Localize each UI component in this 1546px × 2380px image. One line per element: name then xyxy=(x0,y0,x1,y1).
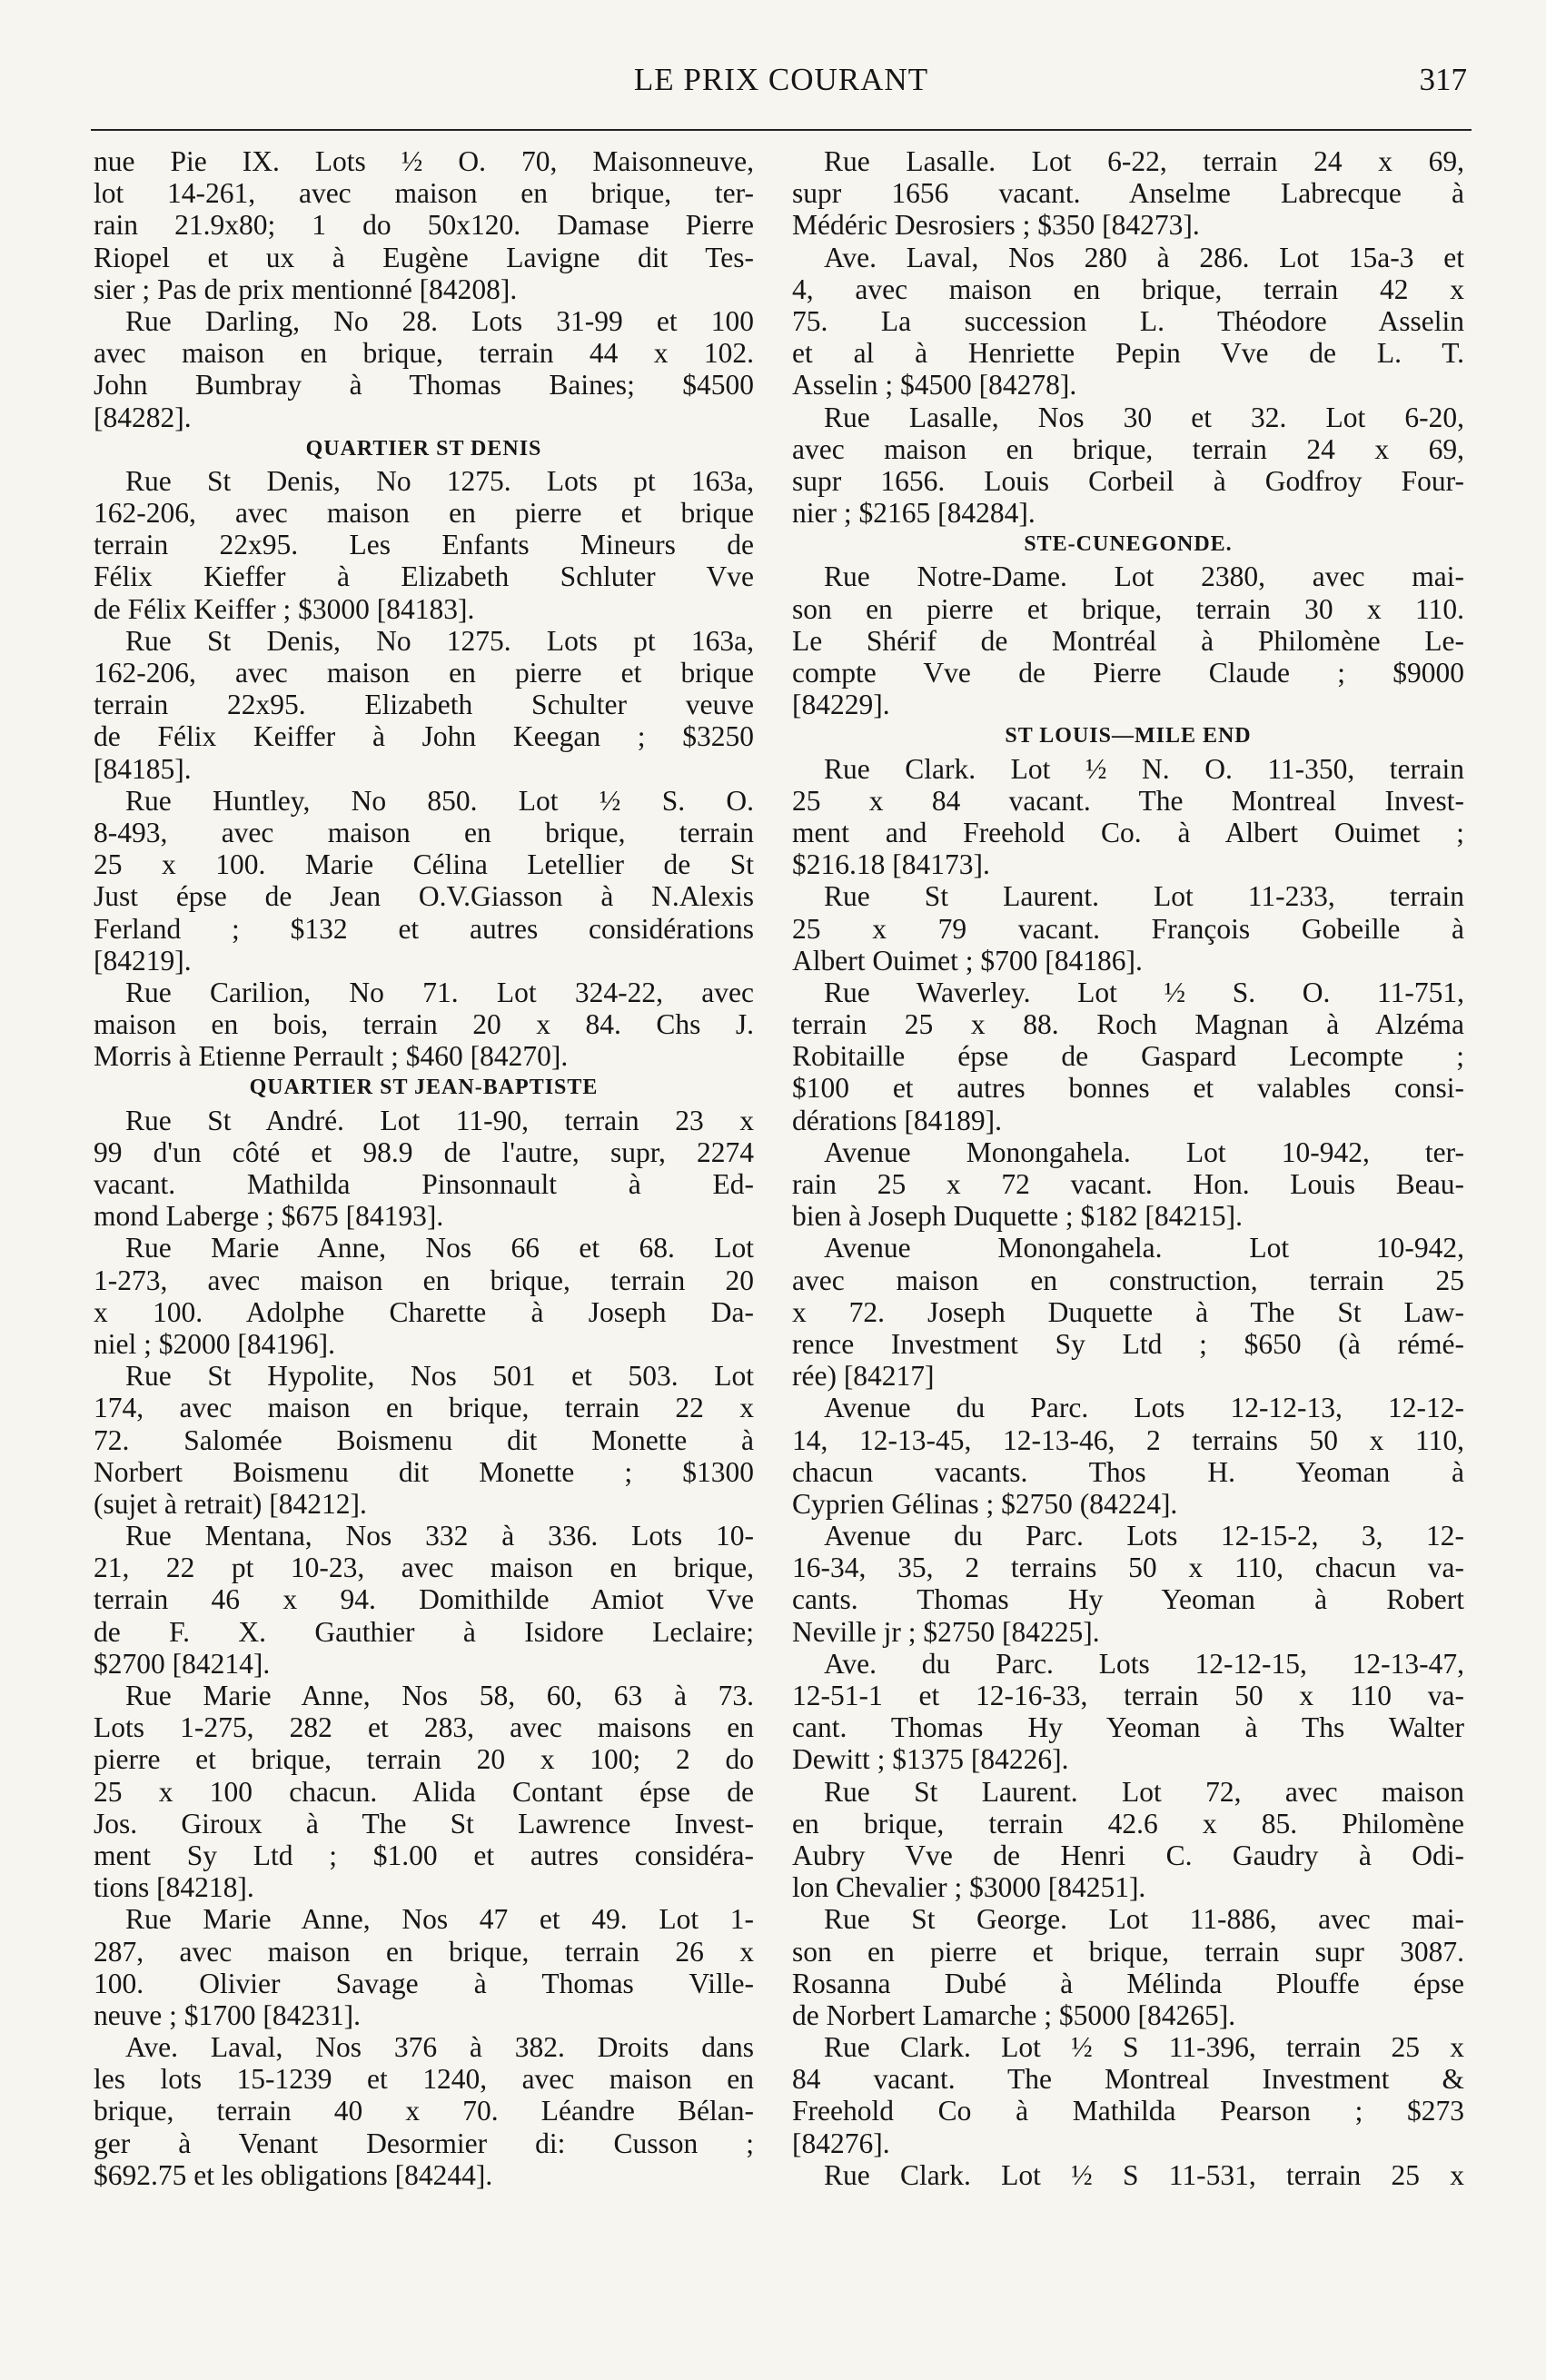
text-line: 84 vacant. The Montreal Investment & xyxy=(792,2063,1464,2096)
text-line: x 72. Joseph Duquette à The St Law- xyxy=(792,1295,1464,1328)
text-line: Rue Marie Anne, Nos 47 et 49. Lot 1- xyxy=(125,1903,754,1936)
text-line: [84276]. xyxy=(792,2127,890,2159)
text-line: Rue St Denis, No 1275. Lots pt 163a, xyxy=(125,464,754,497)
text-line: 25 x 84 vacant. The Montreal Invest- xyxy=(792,784,1464,817)
text-line: Rue Clark. Lot ½ S 11-531, terrain 25 x xyxy=(824,2158,1464,2191)
text-line: $100 et autres bonnes et valables consi- xyxy=(792,1072,1464,1105)
text-line: Rue Lasalle. Lot 6-22, terrain 24 x 69, xyxy=(824,145,1464,177)
text-line: Rue Marie Anne, Nos 66 et 68. Lot xyxy=(125,1232,754,1264)
text-line: Dewitt ; $1375 [84226]. xyxy=(792,1743,1069,1776)
text-line: 75. La succession L. Théodore Asselin xyxy=(792,304,1464,337)
text-line: terrain 22x95. Les Enfants Mineurs de xyxy=(94,529,754,561)
running-title: LE PRIX COURANT xyxy=(633,62,929,97)
text-line: [84219]. xyxy=(94,944,192,977)
text-line: son en pierre et brique, terrain supr 3087. xyxy=(792,1935,1464,1968)
text-line: 14, 12-13-45, 12-13-46, 2 terrains 50 x 110, xyxy=(792,1423,1464,1456)
text-line: Ferland ; $132 et autres considérations xyxy=(94,912,754,945)
text-line: Albert Ouimet ; $700 [84186]. xyxy=(792,944,1143,977)
text-line: bien à Joseph Duquette ; $182 [84215]. xyxy=(792,1200,1244,1233)
text-line: Rue Marie Anne, Nos 58, 60, 63 à 73. xyxy=(125,1680,754,1711)
text-line: Aubry Vve de Henri C. Gaudry à Odi- xyxy=(792,1839,1464,1871)
text-line: Rue Waverley. Lot ½ S. O. 11-751, xyxy=(824,976,1464,1008)
text-line: Riopel et ux à Eugène Lavigne dit Tes- xyxy=(94,241,754,273)
text-line: Rue St Denis, No 1275. Lots pt 163a, xyxy=(125,624,754,657)
text-line: Lots 1-275, 282 et 283, avec maisons en xyxy=(94,1711,754,1744)
text-line: Médéric Desrosiers ; $350 [84273]. xyxy=(792,209,1200,242)
text-line: 1-273, avec maison en brique, terrain 20 xyxy=(94,1264,754,1296)
text-line: vacant. Mathilda Pinsonnault à Ed- xyxy=(94,1168,754,1200)
text-line: nier ; $2165 [84284]. xyxy=(792,497,1036,530)
text-line: Asselin ; $4500 [84278]. xyxy=(792,369,1077,402)
header-rule xyxy=(91,129,1472,131)
text-line: neuve ; $1700 [84231]. xyxy=(94,1998,361,2031)
text-line: Félix Kieffer à Elizabeth Schluter Vve xyxy=(94,560,754,593)
text-line: Avenue du Parc. Lots 12-15-2, 3, 12- xyxy=(824,1520,1464,1552)
text-line: Rue Notre-Dame. Lot 2380, avec mai- xyxy=(824,560,1464,593)
section-heading: ST LOUIS—MILE END xyxy=(1005,724,1252,749)
text-line: Ave. Laval, Nos 280 à 286. Lot 15a-3 et xyxy=(824,241,1464,273)
text-line: niel ; $2000 [84196]. xyxy=(94,1327,335,1360)
text-line: 72. Salomée Boismenu dit Monette à xyxy=(94,1423,754,1456)
page-header xyxy=(91,62,1472,116)
text-line: [84229]. xyxy=(792,689,890,721)
text-line: rain 25 x 72 vacant. Hon. Louis Beau- xyxy=(792,1168,1464,1200)
text-line: lot 14-261, avec maison en brique, ter- xyxy=(94,177,754,210)
text-line: Freehold Co à Mathilda Pearson ; $273 xyxy=(792,2095,1464,2127)
text-line: Morris à Etienne Perrault ; $460 [84270]. xyxy=(94,1040,569,1073)
text-line: maison en bois, terrain 20 x 84. Chs J. xyxy=(94,1008,754,1041)
text-line: Rue St Laurent. Lot 72, avec maison xyxy=(824,1775,1464,1808)
text-line: $692.75 et les obligations [84244]. xyxy=(94,2158,493,2191)
text-line: 100. Olivier Savage à Thomas Ville- xyxy=(94,1967,754,1999)
text-line: son en pierre et brique, terrain 30 x 110. xyxy=(792,592,1464,625)
text-line: ment Sy Ltd ; $1.00 et autres considéra- xyxy=(94,1839,754,1871)
text-line: Rue Huntley, No 850. Lot ½ S. O. xyxy=(125,784,754,817)
text-line: les lots 15-1239 et 1240, avec maison en xyxy=(94,2063,754,2096)
text-line: 25 x 100. Marie Célina Letellier de St xyxy=(94,848,754,881)
text-line: Rue St Hypolite, Nos 501 et 503. Lot xyxy=(125,1360,754,1393)
text-line: de F. X. Gauthier à Isidore Leclaire; xyxy=(94,1615,754,1648)
text-line: Rue Clark. Lot ½ N. O. 11-350, terrain xyxy=(824,752,1464,785)
text-line: 25 x 79 vacant. François Gobeille à xyxy=(792,912,1464,945)
left-column xyxy=(94,145,754,2191)
text-line: en brique, terrain 42.6 x 85. Philomène xyxy=(792,1807,1464,1840)
text-line: 4, avec maison en brique, terrain 42 x xyxy=(792,273,1464,305)
text-line: dérations [84189]. xyxy=(792,1104,1002,1136)
text-line: cants. Thomas Hy Yeoman à Robert xyxy=(792,1583,1464,1616)
text-line: rée) [84217] xyxy=(792,1360,935,1393)
text-line: $2700 [84214]. xyxy=(94,1647,271,1680)
text-line: x 100. Adolphe Charette à Joseph Da- xyxy=(94,1295,754,1328)
text-line: avec maison en brique, terrain 24 x 69, xyxy=(792,432,1464,465)
text-line: Avenue du Parc. Lots 12-12-13, 12-12- xyxy=(824,1392,1464,1424)
text-line: $216.18 [84173]. xyxy=(792,848,990,881)
text-line: Ave. du Parc. Lots 12-12-15, 12-13-47, xyxy=(824,1647,1464,1680)
text-line: rain 21.9x80; 1 do 50x120. Damase Pierre xyxy=(94,209,754,242)
text-line: Norbert Boismenu dit Monette ; $1300 xyxy=(94,1455,754,1488)
text-line: [84185]. xyxy=(94,752,192,785)
text-line: Rue Mentana, Nos 332 à 336. Lots 10- xyxy=(125,1520,754,1552)
text-line: 99 d'un côté et 98.9 de l'autre, supr, 2274 xyxy=(94,1135,754,1168)
text-line: Le Shérif de Montréal à Philomène Le- xyxy=(792,624,1464,657)
text-line: 8-493, avec maison en brique, terrain xyxy=(94,816,754,848)
text-line: 12-51-1 et 12-16-33, terrain 50 x 110 va- xyxy=(792,1680,1464,1711)
text-line: de Norbert Lamarche ; $5000 [84265]. xyxy=(792,1998,1236,2031)
text-line: terrain 25 x 88. Roch Magnan à Alzéma xyxy=(792,1008,1464,1041)
text-line: Rue St André. Lot 11-90, terrain 23 x xyxy=(125,1104,754,1136)
text-line: supr 1656 vacant. Anselme Labrecque à xyxy=(792,177,1464,210)
text-line: Rue Darling, No 28. Lots 31-99 et 100 xyxy=(125,304,754,337)
text-line: nue Pie IX. Lots ½ O. 70, Maisonneuve, xyxy=(94,145,754,177)
text-line: Rue Lasalle, Nos 30 et 32. Lot 6-20, xyxy=(824,401,1464,433)
text-line: 25 x 100 chacun. Alida Contant épse de xyxy=(94,1775,754,1808)
text-line: [84282]. xyxy=(94,401,192,433)
text-line: 287, avec maison en brique, terrain 26 x xyxy=(94,1935,754,1968)
text-line: Avenue Monongahela. Lot 10-942, ter- xyxy=(824,1135,1464,1168)
text-line: terrain 46 x 94. Domithilde Amiot Vve xyxy=(94,1583,754,1616)
section-heading: STE-CUNEGONDE. xyxy=(1024,532,1233,557)
text-line: Jos. Giroux à The St Lawrence Invest- xyxy=(94,1807,754,1840)
text-line: lon Chevalier ; $3000 [84251]. xyxy=(792,1871,1146,1904)
text-line: de Félix Keiffer ; $3000 [84183]. xyxy=(94,592,475,625)
text-line: compte Vve de Pierre Claude ; $9000 xyxy=(792,657,1464,689)
text-line: pierre et brique, terrain 20 x 100; 2 do xyxy=(94,1743,754,1776)
text-line: Neville jr ; $2750 [84225]. xyxy=(792,1615,1100,1648)
text-line: Rue St George. Lot 11-886, avec mai- xyxy=(824,1903,1464,1936)
text-line: Rue Carilion, No 71. Lot 324-22, avec xyxy=(125,976,754,1008)
right-column xyxy=(792,145,1464,2191)
page-number: 317 xyxy=(1419,62,1467,97)
text-line: et al à Henriette Pepin Vve de L. T. xyxy=(792,337,1464,370)
text-line: Rosanna Dubé à Mélinda Plouffe épse xyxy=(792,1967,1464,1999)
text-line: chacun vacants. Thos H. Yeoman à xyxy=(792,1455,1464,1488)
text-line: Just épse de Jean O.V.Giasson à N.Alexis xyxy=(94,880,754,913)
text-line: rence Investment Sy Ltd ; $650 (à rémé- xyxy=(792,1327,1464,1360)
text-line: 21, 22 pt 10-23, avec maison en brique, xyxy=(94,1552,754,1584)
text-line: (sujet à retrait) [84212]. xyxy=(94,1487,367,1520)
text-line: Rue Clark. Lot ½ S 11-396, terrain 25 x xyxy=(824,2031,1464,2064)
text-line: terrain 22x95. Elizabeth Schulter veuve xyxy=(94,689,754,721)
text-line: Cyprien Gélinas ; $2750 (84224]. xyxy=(792,1487,1178,1520)
text-line: ger à Venant Desormier di: Cusson ; xyxy=(94,2127,754,2159)
section-heading: QUARTIER ST JEAN-BAPTISTE xyxy=(249,1076,599,1100)
text-line: Robitaille épse de Gaspard Lecompte ; xyxy=(792,1040,1464,1073)
text-line: Avenue Monongahela. Lot 10-942, xyxy=(824,1232,1464,1264)
text-line: mond Laberge ; $675 [84193]. xyxy=(94,1200,444,1233)
text-line: de Félix Keiffer à John Keegan ; $3250 xyxy=(94,720,754,753)
section-heading: QUARTIER ST DENIS xyxy=(305,436,542,461)
text-line: 162-206, avec maison en pierre et brique xyxy=(94,497,754,530)
text-line: avec maison en brique, terrain 44 x 102. xyxy=(94,337,754,370)
text-line: Rue St Laurent. Lot 11-233, terrain xyxy=(824,880,1464,913)
text-line: Ave. Laval, Nos 376 à 382. Droits dans xyxy=(125,2031,754,2064)
text-line: 16-34, 35, 2 terrains 50 x 110, chacun va- xyxy=(792,1552,1464,1584)
text-line: ment and Freehold Co. à Albert Ouimet ; xyxy=(792,816,1464,848)
text-line: cant. Thomas Hy Yeoman à Ths Walter xyxy=(792,1711,1464,1744)
text-line: sier ; Pas de prix mentionné [84208]. xyxy=(94,273,518,305)
text-line: brique, terrain 40 x 70. Léandre Bélan- xyxy=(94,2095,754,2127)
text-line: John Bumbray à Thomas Baines; $4500 xyxy=(94,369,754,402)
text-line: supr 1656. Louis Corbeil à Godfroy Four- xyxy=(792,464,1464,497)
text-line: 162-206, avec maison en pierre et brique xyxy=(94,657,754,689)
text-line: avec maison en construction, terrain 25 xyxy=(792,1264,1464,1296)
text-line: 174, avec maison en brique, terrain 22 x xyxy=(94,1392,754,1424)
text-line: tions [84218]. xyxy=(94,1871,254,1904)
